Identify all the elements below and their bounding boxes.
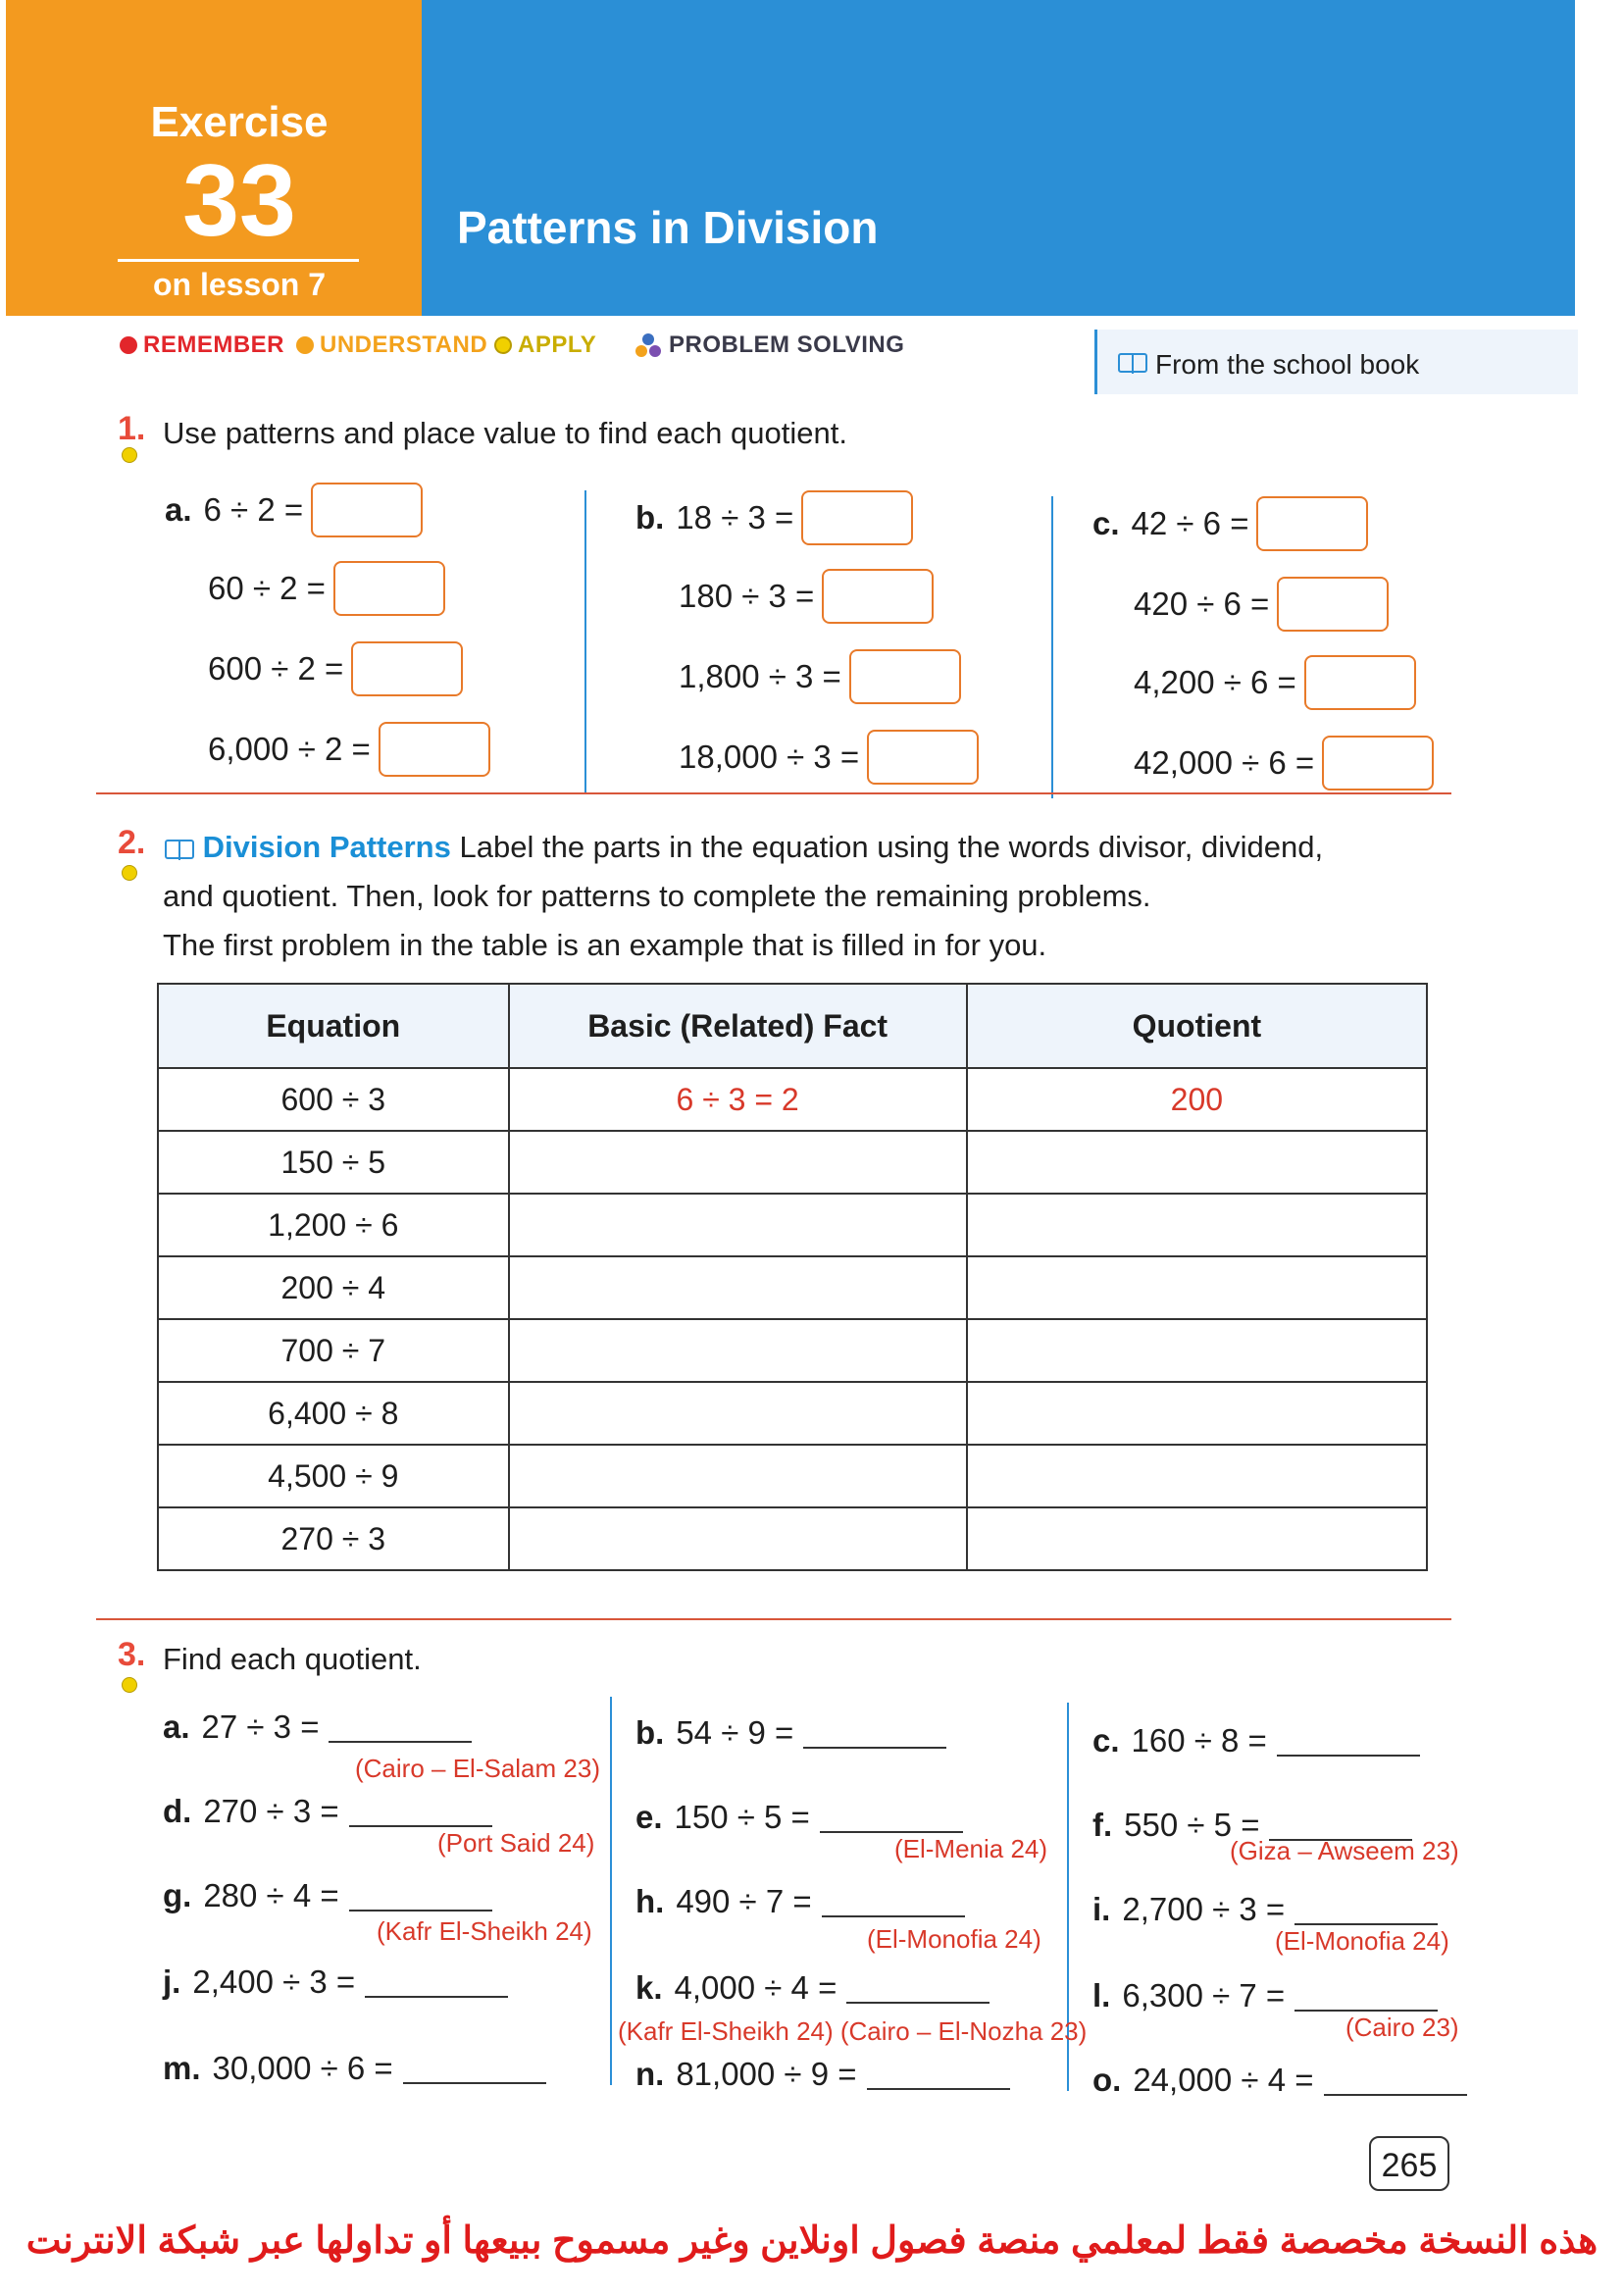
problem-1c-3 xyxy=(1134,655,1416,710)
problem-expression: 180 ÷ 3 = xyxy=(679,578,815,614)
problem-label: b. xyxy=(635,1714,665,1751)
problem-expression: 81,000 ÷ 9 = xyxy=(676,2056,857,2092)
answer-box[interactable] xyxy=(801,490,913,545)
answer-line[interactable] xyxy=(1294,1894,1438,1925)
source-tag: (El-Monofia 24) xyxy=(867,1924,1041,1954)
answer-box[interactable] xyxy=(351,641,463,696)
quotient-cell: 200 xyxy=(967,1068,1427,1131)
problem-1b-1 xyxy=(635,490,913,545)
equation-cell: 150 ÷ 5 xyxy=(158,1131,509,1194)
problem-expression: 160 ÷ 8 = xyxy=(1131,1722,1267,1759)
problem-3e xyxy=(635,1799,963,1836)
problem-expression: 6 ÷ 2 = xyxy=(203,491,304,528)
basic-fact-cell: 6 ÷ 3 = 2 xyxy=(509,1068,967,1131)
problem-1b-3 xyxy=(679,649,961,704)
question-2-line-1 xyxy=(165,830,1323,865)
basic-fact-cell[interactable] xyxy=(509,1319,967,1382)
book-icon xyxy=(165,840,194,859)
problem-label: f. xyxy=(1092,1807,1113,1843)
basic-fact-cell[interactable] xyxy=(509,1131,967,1194)
source-tag: (El-Menia 24) xyxy=(894,1834,1048,1863)
problem-3l xyxy=(1092,1977,1438,2014)
problem-label: j. xyxy=(163,1963,181,2000)
problem-label: k. xyxy=(635,1969,663,2006)
problem-1a-2 xyxy=(208,561,445,616)
problem-3o xyxy=(1092,2062,1467,2099)
question-3-text: Find each quotient. xyxy=(163,1642,422,1676)
quotient-cell[interactable] xyxy=(967,1319,1427,1382)
column-divider xyxy=(1051,496,1053,798)
problem-1a-3 xyxy=(208,641,463,696)
column-divider xyxy=(610,1697,612,2085)
problem-label: a. xyxy=(163,1708,190,1745)
problem-1c-1 xyxy=(1092,496,1368,551)
skill-label: PROBLEM SOLVING xyxy=(669,331,905,358)
problem-expression: 270 ÷ 3 = xyxy=(203,1793,339,1829)
yellow-dot-icon xyxy=(122,1677,137,1693)
problem-expression: 2,700 ÷ 3 = xyxy=(1122,1891,1286,1927)
problem-label: l. xyxy=(1092,1977,1111,2014)
problem-expression: 6,000 ÷ 2 = xyxy=(208,731,371,767)
problem-label: n. xyxy=(635,2056,665,2092)
three-dots-icon xyxy=(634,332,663,358)
question-2-line-3: The first problem in the table is an example that is filled in for you. xyxy=(163,928,1047,962)
problem-expression: 4,000 ÷ 4 = xyxy=(674,1969,837,2006)
problem-expression: 600 ÷ 2 = xyxy=(208,650,344,687)
problem-expression: 54 ÷ 9 = xyxy=(676,1714,794,1751)
skill-problem-solving xyxy=(634,331,904,359)
problem-expression: 1,800 ÷ 3 = xyxy=(679,658,841,694)
book-icon xyxy=(1118,353,1147,378)
answer-line[interactable] xyxy=(403,2053,546,2084)
table-row xyxy=(158,1382,1427,1445)
problem-3n xyxy=(635,2056,1010,2093)
source-tag: (Kafr El-Sheikh 24) (Cairo – El-Nozha 23) xyxy=(618,2016,1088,2046)
problem-3j xyxy=(163,1963,508,2001)
answer-box[interactable] xyxy=(867,730,979,785)
quotient-cell[interactable] xyxy=(967,1382,1427,1445)
answer-box[interactable] xyxy=(822,569,934,624)
answer-box[interactable] xyxy=(1322,736,1434,790)
answer-line[interactable] xyxy=(365,1966,508,1998)
problem-expression: 18 ÷ 3 = xyxy=(676,499,794,535)
skill-apply xyxy=(494,331,596,359)
question-2-line-2: and quotient. Then, look for patterns to complete the remaining problems. xyxy=(163,879,1151,913)
section-divider xyxy=(96,792,1451,794)
problem-label: e. xyxy=(635,1799,663,1835)
column-header: Basic (Related) Fact xyxy=(509,984,967,1068)
source-tag: (El-Monofia 24) xyxy=(1275,1926,1449,1956)
answer-line[interactable] xyxy=(803,1717,946,1749)
skill-understand xyxy=(296,331,487,359)
source-tag: (Cairo 23) xyxy=(1345,2013,1459,2042)
problem-3g xyxy=(163,1877,492,1914)
division-patterns-table xyxy=(157,983,1428,1571)
skill-label: REMEMBER xyxy=(143,331,285,358)
answer-line[interactable] xyxy=(820,1802,963,1833)
problem-expression: 2,400 ÷ 3 = xyxy=(192,1963,356,2000)
school-book-label: From the school book xyxy=(1155,349,1420,380)
problem-1b-2 xyxy=(679,569,934,624)
question-2-heading: Division Patterns xyxy=(202,830,451,864)
problem-3k xyxy=(635,1969,990,2007)
equation-cell: 4,500 ÷ 9 xyxy=(158,1445,509,1507)
problem-3m xyxy=(163,2050,546,2087)
problem-label: m. xyxy=(163,2050,201,2086)
problem-3c xyxy=(1092,1722,1420,1759)
answer-line[interactable] xyxy=(329,1711,472,1743)
quotient-cell[interactable] xyxy=(967,1445,1427,1507)
basic-fact-cell[interactable] xyxy=(509,1507,967,1570)
answer-line[interactable] xyxy=(349,1880,492,1912)
problem-1b-4 xyxy=(679,730,979,785)
basic-fact-cell[interactable] xyxy=(509,1256,967,1319)
problem-3d xyxy=(163,1793,492,1830)
answer-line[interactable] xyxy=(1324,2065,1467,2096)
table-row xyxy=(158,1068,1427,1131)
problem-expression: 6,300 ÷ 7 = xyxy=(1122,1977,1286,2014)
problem-label: d. xyxy=(163,1793,192,1829)
equation-cell: 6,400 ÷ 8 xyxy=(158,1382,509,1445)
problem-expression: 30,000 ÷ 6 = xyxy=(212,2050,393,2086)
header-banner xyxy=(422,0,1575,333)
yellow-dot-icon xyxy=(122,447,137,463)
problem-label: i. xyxy=(1092,1891,1111,1927)
lesson-label: on lesson 7 xyxy=(152,267,327,302)
answer-box[interactable] xyxy=(1277,577,1389,632)
problem-3b xyxy=(635,1714,946,1752)
answer-line[interactable] xyxy=(1277,1725,1420,1757)
page-number: 265 xyxy=(1369,2136,1449,2191)
problem-1c-2 xyxy=(1134,577,1389,632)
answer-line[interactable] xyxy=(822,1886,965,1917)
page-title: Patterns in Division xyxy=(457,202,879,253)
answer-line[interactable] xyxy=(349,1796,492,1827)
problem-expression: 280 ÷ 4 = xyxy=(203,1877,339,1913)
basic-fact-cell[interactable] xyxy=(509,1382,967,1445)
problem-expression: 550 ÷ 5 = xyxy=(1124,1807,1260,1843)
table-header-row xyxy=(158,984,1427,1068)
basic-fact-cell[interactable] xyxy=(509,1194,967,1256)
question-2-number: 2. xyxy=(118,824,146,861)
problem-expression: 42,000 ÷ 6 = xyxy=(1134,744,1315,781)
red-dot-icon xyxy=(120,336,137,354)
problem-label: b. xyxy=(635,499,665,535)
table-row xyxy=(158,1256,1427,1319)
problem-expression: 18,000 ÷ 3 = xyxy=(679,739,860,775)
problem-label: h. xyxy=(635,1883,665,1919)
table-row xyxy=(158,1445,1427,1507)
problem-3h xyxy=(635,1883,965,1920)
equation-cell: 200 ÷ 4 xyxy=(158,1256,509,1319)
table-row xyxy=(158,1319,1427,1382)
problem-label: o. xyxy=(1092,2062,1122,2098)
equation-cell: 270 ÷ 3 xyxy=(158,1507,509,1570)
exercise-label: Exercise xyxy=(150,98,329,146)
question-3-number: 3. xyxy=(118,1636,146,1673)
answer-line[interactable] xyxy=(846,1972,990,2004)
equation-cell: 700 ÷ 7 xyxy=(158,1319,509,1382)
column-header: Quotient xyxy=(967,984,1427,1068)
answer-line[interactable] xyxy=(867,2059,1010,2090)
problem-3a xyxy=(163,1708,472,1746)
yellow-dot-icon xyxy=(494,336,512,354)
table-row xyxy=(158,1507,1427,1570)
problem-3i xyxy=(1092,1891,1438,1928)
table-row xyxy=(158,1131,1427,1194)
quotient-cell[interactable] xyxy=(967,1507,1427,1570)
problem-label: a. xyxy=(165,491,192,528)
quotient-cell[interactable] xyxy=(967,1194,1427,1256)
skill-label: APPLY xyxy=(518,331,597,358)
answer-box[interactable] xyxy=(1256,496,1368,551)
exercise-number: 33 xyxy=(182,144,296,258)
problem-expression: 24,000 ÷ 4 = xyxy=(1133,2062,1314,2098)
copyright-notice: هذه النسخة مخصصة فقط لمعلمي منصة فصول اونلاين وغير مسموح ببيعها أو تداولها عبر شبكة الانترنت xyxy=(25,2220,1599,2262)
question-1-number: 1. xyxy=(118,410,146,447)
answer-line[interactable] xyxy=(1294,1980,1438,2012)
problem-expression: 490 ÷ 7 = xyxy=(676,1883,812,1919)
problem-label: c. xyxy=(1092,505,1120,541)
problem-1a-1 xyxy=(165,483,423,537)
answer-box[interactable] xyxy=(849,649,961,704)
source-tag: (Cairo – El-Salam 23) xyxy=(355,1754,600,1783)
section-divider xyxy=(96,1618,1451,1620)
divider xyxy=(118,259,359,262)
source-tag: (Port Said 24) xyxy=(437,1828,595,1858)
problem-expression: 60 ÷ 2 = xyxy=(208,570,326,606)
problem-label: c. xyxy=(1092,1722,1120,1759)
skill-remember xyxy=(120,331,284,359)
equation-cell: 600 ÷ 3 xyxy=(158,1068,509,1131)
question-2-text: Label the parts in the equation using the words divisor, dividend, xyxy=(459,830,1324,864)
basic-fact-cell[interactable] xyxy=(509,1445,967,1507)
table-row xyxy=(158,1194,1427,1256)
answer-box[interactable] xyxy=(333,561,445,616)
problem-expression: 150 ÷ 5 = xyxy=(674,1799,810,1835)
problem-label: g. xyxy=(163,1877,192,1913)
quotient-cell[interactable] xyxy=(967,1256,1427,1319)
skill-label: UNDERSTAND xyxy=(320,331,488,358)
answer-box[interactable] xyxy=(1304,655,1416,710)
yellow-dot-icon xyxy=(122,865,137,881)
source-tag: (Kafr El-Sheikh 24) xyxy=(377,1916,592,1946)
problem-1c-4 xyxy=(1134,736,1434,790)
problem-expression: 4,200 ÷ 6 = xyxy=(1134,664,1296,700)
problem-expression: 27 ÷ 3 = xyxy=(201,1708,320,1745)
answer-box[interactable] xyxy=(311,483,423,537)
problem-1a-4 xyxy=(208,722,490,777)
problem-expression: 42 ÷ 6 = xyxy=(1131,505,1249,541)
equation-cell: 1,200 ÷ 6 xyxy=(158,1194,509,1256)
column-divider xyxy=(584,490,586,792)
question-1-text: Use patterns and place value to find each quotient. xyxy=(163,416,847,450)
answer-box[interactable] xyxy=(379,722,490,777)
quotient-cell[interactable] xyxy=(967,1131,1427,1194)
orange-dot-icon xyxy=(296,336,314,354)
column-header: Equation xyxy=(158,984,509,1068)
source-tag: (Giza – Awseem 23) xyxy=(1230,1836,1459,1865)
problem-expression: 420 ÷ 6 = xyxy=(1134,586,1270,622)
